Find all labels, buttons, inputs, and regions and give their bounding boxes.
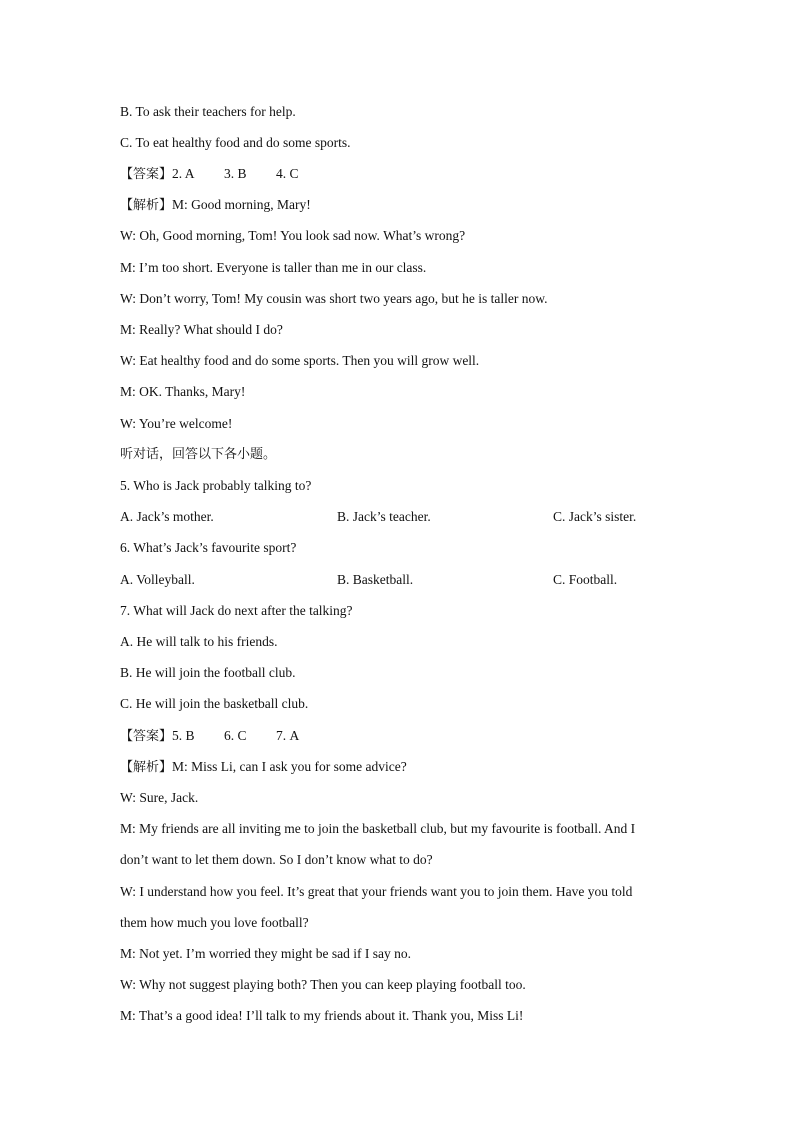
dialogue-line: W: Why not suggest playing both? Then you can keep playing football too. <box>120 977 526 992</box>
option-c: C. Football. <box>553 572 618 587</box>
option-a: A. Volleyball. <box>120 572 195 587</box>
question-5-options <box>120 508 680 526</box>
dialogue-line: W: You’re welcome! <box>120 416 233 431</box>
option-b: B. Jack’s teacher. <box>337 509 431 524</box>
answer-line-1 <box>120 165 299 184</box>
question-5: 5. Who is Jack probably talking to? <box>120 478 312 493</box>
option-a: A. Jack’s mother. <box>120 509 214 524</box>
option-b-text: B. To ask their teachers for help. <box>120 104 296 119</box>
section-instruction: 听对话，回答以下各小题。 <box>120 447 277 462</box>
option-b: B. Basketball. <box>337 572 414 587</box>
analysis-label: 【解析】 <box>120 198 173 213</box>
question-6-options <box>120 571 680 589</box>
answer-value: 7. A <box>276 728 300 743</box>
dialogue-line: M: Not yet. I’m worried they might be sad if I say no. <box>120 946 411 961</box>
dialogue-line: M: OK. Thanks, Mary! <box>120 384 246 399</box>
option-b: B. He will join the football club. <box>120 665 296 680</box>
dialogue-line: don’t want to let them down. So I don’t know what to do? <box>120 852 433 867</box>
dialogue-line: M: Really? What should I do? <box>120 322 283 337</box>
dialogue-line: W: Sure, Jack. <box>120 790 199 805</box>
dialogue-line: W: Don’t worry, Tom! My cousin was short two years ago, but he is taller now. <box>120 291 548 306</box>
analysis-label: 【解析】 <box>120 760 173 775</box>
option-c: C. He will join the basketball club. <box>120 696 309 711</box>
dialogue-line: M: My friends are all inviting me to join the basketball club, but my favourite is football. And I <box>120 821 636 836</box>
answer-label: 【答案】 <box>120 167 173 182</box>
question-7: 7. What will Jack do next after the talking? <box>120 603 353 618</box>
option-a: A. He will talk to his friends. <box>120 634 278 649</box>
dialogue-line: M: Miss Li, can I ask you for some advice? <box>172 759 407 774</box>
dialogue-line: W: Oh, Good morning, Tom! You look sad now. What’s wrong? <box>120 228 466 243</box>
answer-value: 5. B <box>172 728 195 743</box>
answer-line-2 <box>120 727 299 746</box>
dialogue-line: M: I’m too short. Everyone is taller than me in our class. <box>120 260 427 275</box>
dialogue-line: them how much you love football? <box>120 915 309 930</box>
analysis-line-1 <box>120 196 311 215</box>
option-c-text: C. To eat healthy food and do some sports. <box>120 135 351 150</box>
answer-value: 2. A <box>172 166 195 181</box>
dialogue-line: W: I understand how you feel. It’s great that your friends want you to join them. Have you told <box>120 884 633 899</box>
dialogue-line: W: Eat healthy food and do some sports. Then you will grow well. <box>120 353 480 368</box>
answer-value: 4. C <box>276 166 299 181</box>
answer-value: 3. B <box>224 166 247 181</box>
dialogue-line: M: That’s a good idea! I’ll talk to my friends about it. Thank you, Miss Li! <box>120 1008 524 1023</box>
option-c: C. Jack’s sister. <box>553 509 637 524</box>
analysis-line-2 <box>120 758 407 777</box>
dialogue-line: M: Good morning, Mary! <box>172 197 311 212</box>
answer-value: 6. C <box>224 728 247 743</box>
answer-label: 【答案】 <box>120 729 173 744</box>
question-6: 6. What’s Jack’s favourite sport? <box>120 540 297 555</box>
